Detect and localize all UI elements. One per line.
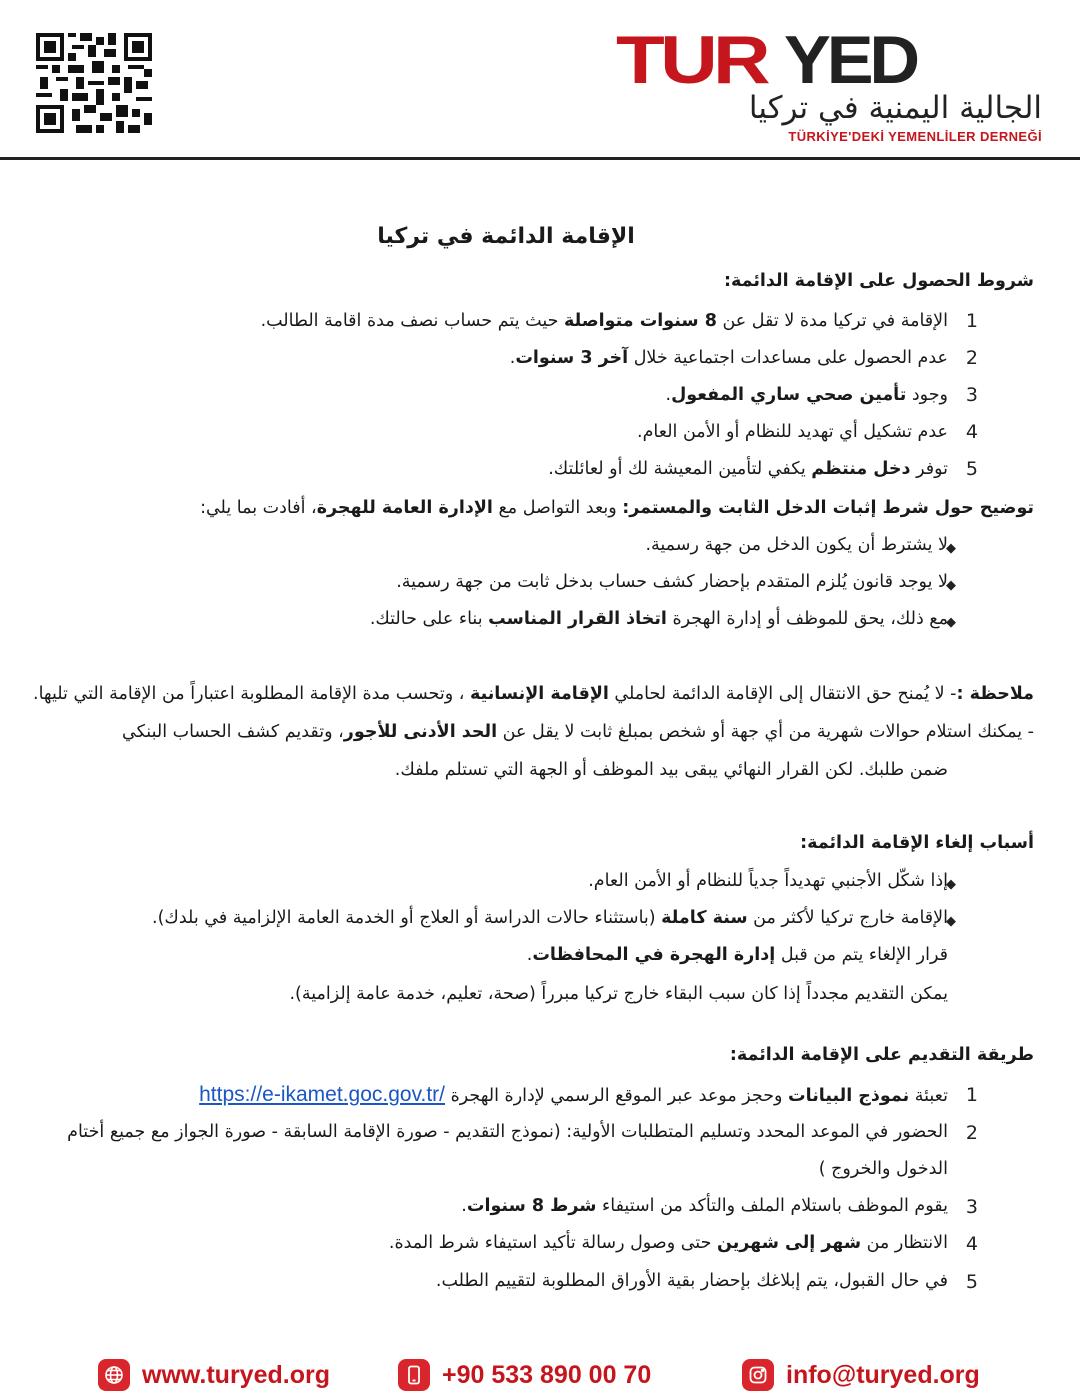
- bullet-icon: ◆: [946, 914, 956, 929]
- page-title: الإقامة الدائمة في تركيا: [377, 224, 635, 249]
- note-line-1: ملاحظة :- لا يُمنح حق الانتقال إلى الإقامة الدائمة لحاملي الإقامة الإنسانية ، وتحسب مدة الإقامة المطلوبة اعتباراً من الإقامة التي تليها.: [33, 684, 1034, 704]
- conditions-number-2: 2: [965, 347, 978, 369]
- income-bullet-1: لا يشترط أن يكون الدخل من جهة رسمية.: [645, 535, 948, 555]
- conditions-item-3: وجود تأمين صحي ساري المفعول.: [665, 385, 948, 405]
- turyed-logo: [616, 22, 1048, 150]
- footer-website[interactable]: [98, 1352, 330, 1398]
- qr-code[interactable]: [36, 32, 152, 134]
- cancel-bullet-1: إذا شكّل الأجنبي تهديداً جدياً للنظام أو الأمن العام.: [588, 871, 948, 891]
- header-divider: [0, 157, 1080, 160]
- note-label: ملاحظة :: [956, 684, 1034, 704]
- bullet-icon: ◆: [946, 615, 956, 630]
- conditions-number-5: 5: [965, 458, 978, 480]
- footer-phone[interactable]: [398, 1352, 651, 1398]
- conditions-heading: شروط الحصول على الإقامة الدائمة:: [723, 271, 1034, 291]
- cancel-line-3: قرار الإلغاء يتم من قبل إدارة الهجرة في المحافظات.: [526, 945, 948, 965]
- apply-number-4: 4: [965, 1233, 978, 1255]
- note-line-3: ضمن طلبك. لكن القرار النهائي يبقى بيد الموظف أو الجهة التي تستلم ملفك.: [394, 760, 948, 780]
- apply-step-2-line-2: الدخول والخروج ): [818, 1159, 948, 1179]
- conditions-number-1: 1: [965, 310, 978, 332]
- apply-number-5: 5: [965, 1271, 978, 1293]
- globe-icon: [98, 1359, 130, 1391]
- page-header: [0, 0, 1080, 160]
- cancel-bullet-2: الإقامة خارج تركيا لأكثر من سنة كاملة (باستثناء حالات الدراسة أو العلاج أو الخدمة العامة الإلزامية في بلدك).: [152, 908, 948, 928]
- conditions-item-5: توفر دخل منتظم يكفي لتأمين المعيشة لك أو لعائلتك.: [548, 459, 948, 479]
- apply-number-1: 1: [965, 1084, 978, 1106]
- apply-heading: طريقة التقديم على الإقامة الدائمة:: [729, 1045, 1034, 1065]
- page-footer: [0, 1352, 1080, 1398]
- apply-step-4: الانتظار من شهر إلى شهرين حتى وصول رسالة تأكيد استيفاء شرط المدة.: [388, 1233, 948, 1253]
- instagram-icon: [742, 1359, 774, 1391]
- ikamet-link[interactable]: https://e-ikamet.goc.gov.tr/: [199, 1083, 446, 1106]
- logo-arabic-name: الجالية اليمنية في تركيا: [748, 90, 1042, 126]
- apply-step-3: يقوم الموظف باستلام الملف والتأكد من استيفاء شرط 8 سنوات.: [461, 1196, 948, 1216]
- apply-number-3: 3: [965, 1196, 978, 1218]
- phone-icon: [398, 1359, 430, 1391]
- conditions-number-3: 3: [965, 384, 978, 406]
- income-bullet-2: لا يوجد قانون يُلزم المتقدم بإحضار كشف حساب بدخل ثابت من جهة رسمية.: [396, 572, 948, 592]
- email-text: info@turyed.org: [786, 1360, 980, 1389]
- conditions-item-4: عدم تشكيل أي تهديد للنظام أو الأمن العام.: [637, 422, 948, 442]
- note-line-2: - يمكنك استلام حوالات شهرية من أي جهة أو شخص بمبلغ ثابت لا يقل عن الحد الأدنى للأجور، وتقديم كشف الحساب البنكي: [122, 722, 1034, 742]
- conditions-number-4: 4: [965, 421, 978, 443]
- income-heading: توضيح حول شرط إثبات الدخل الثابت والمستمر: وبعد التواصل مع الإدارة العامة للهجرة، أفادت بما يلي:: [200, 498, 1034, 518]
- bullet-icon: ◆: [946, 541, 956, 556]
- apply-step-2-line-1: الحضور في الموعد المحدد وتسليم المتطلبات الأولية: (نموذج التقديم - صورة الإقامة السابقة - صورة الجواز مع جميع أختام: [67, 1122, 948, 1142]
- apply-number-2: 2: [965, 1122, 978, 1144]
- cancel-line-4: يمكن التقديم مجدداً إذا كان سبب البقاء خارج تركيا مبرراً (صحة، تعليم، خدمة عامة إلزامية).: [289, 984, 948, 1004]
- conditions-item-1: الإقامة في تركيا مدة لا تقل عن 8 سنوات متواصلة حيث يتم حساب نصف مدة اقامة الطالب.: [260, 311, 948, 331]
- bullet-icon: ◆: [946, 877, 956, 892]
- bullet-icon: ◆: [946, 578, 956, 593]
- conditions-item-2: عدم الحصول على مساعدات اجتماعية خلال آخر 3 سنوات.: [509, 348, 948, 368]
- income-bullet-3: مع ذلك، يحق للموظف أو إدارة الهجرة اتخاذ القرار المناسب بناء على حالتك.: [369, 609, 948, 629]
- logo-turkish-name: TÜRKİYE'DEKİ YEMENLİLER DERNEĞİ: [788, 129, 1042, 144]
- phone-text: +90 533 890 00 70: [442, 1360, 652, 1389]
- svg-text:TUR: TUR: [616, 22, 770, 98]
- svg-text:YED: YED: [784, 22, 918, 98]
- apply-step-1: تعبئة نموذج البيانات وحجز موعد عبر الموقع الرسمي لإدارة الهجرة https://e-ikamet.goc.gov.tr/: [199, 1083, 948, 1106]
- turyed-wordmark: [616, 22, 1048, 98]
- website-text: www.turyed.org: [142, 1360, 330, 1389]
- cancel-heading: أسباب إلغاء الإقامة الدائمة:: [800, 833, 1034, 853]
- apply-step-5: في حال القبول، يتم إبلاغك بإحضار بقية الأوراق المطلوبة لتقييم الطلب.: [435, 1271, 948, 1291]
- footer-email[interactable]: [742, 1352, 980, 1398]
